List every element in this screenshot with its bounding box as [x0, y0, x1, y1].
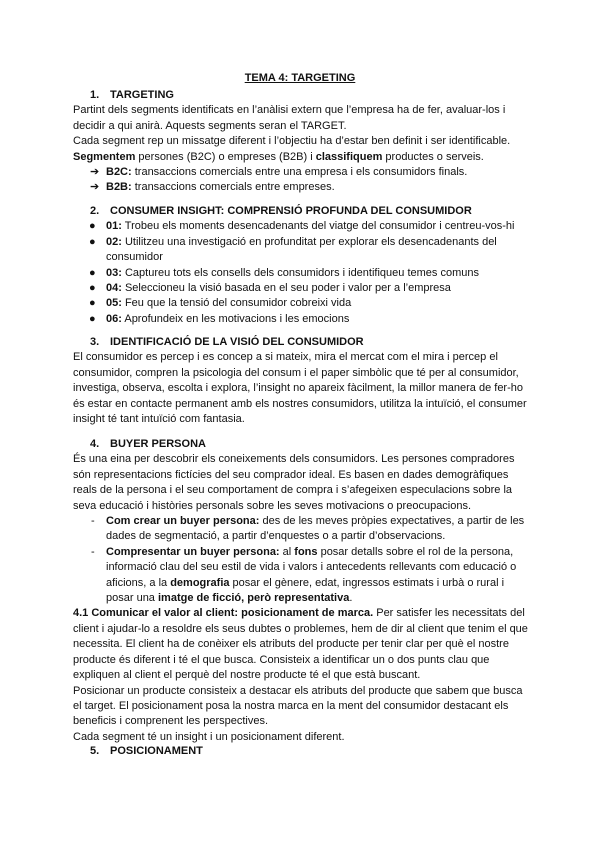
- subsection-title: 4.1 Comunicar el valor al client: posicionament de marca.: [73, 607, 374, 620]
- section-number: 5.: [90, 745, 100, 757]
- list-item: [73, 266, 528, 281]
- item-label: 05:: [106, 297, 122, 310]
- list-item: [73, 514, 528, 545]
- bold-term: classifiquem: [315, 150, 383, 163]
- text-run: al: [279, 545, 295, 558]
- paragraph: És una eina per descobrir els coneixements dels consumidors. Les persones compradores són representacions fictícies del seu comprador ideal. Es basen en dades demogràfiques reals de la persona i el seu comportament de compra i s’afegeixen especulacions sobre la seva educació i històries personals sobre les seves motivacions o preocupacions.: [73, 453, 515, 512]
- item-text: Trobeu els moments desencadenants del viatge del consumidor i centreu-vos-hi: [121, 220, 515, 233]
- section-heading: [73, 437, 528, 452]
- item-label: B2B:: [106, 181, 132, 194]
- text-run: posar detalls sobre el rol de la persona, informació clau del seu estil de vida i valors i antecedents rellevants com educació o aficions, a la: [106, 545, 517, 589]
- section-title: POSICIONAMENT: [110, 745, 203, 757]
- text-run: .: [349, 592, 353, 605]
- list-item: [73, 312, 528, 327]
- item-text: Seleccioneu la visió basada en el seu poder i valor per a l’empresa: [121, 282, 451, 295]
- section-title: TARGETING: [110, 89, 174, 101]
- item-label: 06:: [106, 312, 122, 325]
- paragraph: Cada segment té un insight i un posicionament diferent.: [73, 730, 345, 743]
- document-title: TEMA 4: TARGETING: [244, 72, 356, 84]
- paragraph: Cada segment rep un missatge diferent i l’objectiu ha d’estar ben definit i ser identificable.: [73, 135, 511, 148]
- list-item: [73, 545, 528, 607]
- item-label: B2C:: [106, 166, 132, 179]
- text-run: productes o serveis.: [382, 150, 484, 163]
- list-item: [73, 219, 528, 234]
- text-run: Per satisfer les necessitats del client i ajudar-lo a resoldre els seus dubtes o problemes, hem de dir al client que tenim el que necessita. El client ha de conèixer els atributs del producte per tenir clar per què el nostre producte és diferent i té el que busca. Consisteix a identificar un o dos punts clau que expliquen al client el perquè del nostre producte té el que està buscant.: [73, 607, 528, 682]
- bullet-icon: ●: [89, 220, 96, 233]
- section-number: 3.: [90, 336, 100, 348]
- bullet-list: [73, 219, 528, 327]
- bold-term: Segmentem: [73, 150, 136, 163]
- arrow-icon: ➔: [90, 181, 100, 194]
- section-title: BUYER PERSONA: [110, 438, 206, 450]
- text-run: posar el gènere, edat, ingressos estimats i urbà o rural i posar una: [106, 576, 505, 605]
- paragraph: Partint dels segments identificats en l’anàlisi extern que l’empresa ha de fer, avaluar-los i decidir a qui anirà. Aquests segments seran el TARGET.: [73, 104, 506, 132]
- section-consumer-vision: [73, 335, 528, 427]
- subsection-paragraph: [73, 606, 528, 683]
- item-label: 02:: [106, 235, 122, 248]
- bold-term: fons: [294, 545, 318, 558]
- paragraph: El consumidor es percep i es concep a si mateix, mira el mercat com el mira i percep el consumidor, compren la psicologia del consum i el paper simbòlic que té per al consumidor, investiga, observa, escolta i explora, l’insight no apareix fàcilment, la millor manera de fer-ho és estar en contacte permanent amb els nostres consumidors, utilitza la intuïció, el consumer insight té tant intuïció com fantasia.: [73, 351, 527, 426]
- bullet-icon: ●: [89, 266, 96, 279]
- section-buyer-persona: [73, 437, 528, 745]
- dash-marker: -: [91, 515, 95, 528]
- dash-marker: -: [91, 545, 95, 558]
- text-run: persones (B2C) o empreses (B2B) i: [135, 150, 316, 163]
- item-label: Compresentar un buyer persona:: [106, 545, 280, 558]
- section-targeting: [73, 88, 528, 196]
- list-item: [73, 180, 528, 195]
- arrow-icon: ➔: [90, 166, 100, 179]
- section-consumer-insight: [73, 204, 528, 327]
- item-label: Com crear un buyer persona:: [106, 515, 260, 528]
- bullet-icon: ●: [89, 282, 96, 295]
- section-heading: [73, 204, 528, 219]
- item-label: 04:: [106, 282, 122, 295]
- section-posicionament: [73, 744, 528, 759]
- item-text: transaccions comercials entre una empresa i els consumidors finals.: [131, 166, 468, 179]
- section-number: 4.: [90, 438, 100, 450]
- section-heading: [73, 744, 528, 759]
- bullet-icon: ●: [89, 312, 96, 325]
- section-heading: [73, 88, 528, 103]
- bold-term: demografia: [170, 576, 230, 589]
- item-text: transaccions comercials entre empreses.: [131, 181, 335, 194]
- item-text: Aprofundeix en les motivacions i les emocions: [121, 312, 350, 325]
- dash-list: [73, 514, 528, 606]
- list-item: [73, 281, 528, 296]
- item-text: Utilitzeu una investigació en profunditat per explorar els desencadenants del consumidor: [106, 235, 497, 264]
- section-number: 1.: [90, 89, 100, 101]
- section-title: IDENTIFICACIÓ DE LA VISIÓ DEL CONSUMIDOR: [110, 336, 364, 348]
- bold-term: imatge de ficció, però representativa: [157, 592, 350, 605]
- item-text: des de les meves pròpies expectatives, a partir de les dades de segmentació, a partir d’enquestes o a partir d’observacions.: [106, 515, 525, 543]
- section-title: CONSUMER INSIGHT: COMPRENSIÓ PROFUNDA DEL CONSUMIDOR: [110, 205, 472, 217]
- paragraph: Posicionar un producte consisteix a destacar els atributs del producte que sabem que busca el target. El posicionament posa la nostra marca en la ment del consumidor destacant els beneficis i comprenent les perspectives.: [73, 684, 523, 728]
- list-item: [73, 296, 528, 311]
- section-heading: [73, 335, 528, 350]
- bullet-icon: ●: [89, 297, 96, 310]
- paragraph: [73, 150, 528, 165]
- section-number: 2.: [90, 205, 100, 217]
- item-text: Captureu tots els consells dels consumidors i identifiqueu temes comuns: [121, 266, 479, 279]
- item-label: 01:: [106, 220, 122, 233]
- list-item: [73, 235, 528, 266]
- arrow-list: [73, 165, 528, 196]
- item-label: 03:: [106, 266, 122, 279]
- item-text: Feu que la tensió del consumidor cobreixi vida: [121, 297, 352, 310]
- bullet-icon: ●: [89, 235, 96, 248]
- list-item: [73, 165, 528, 180]
